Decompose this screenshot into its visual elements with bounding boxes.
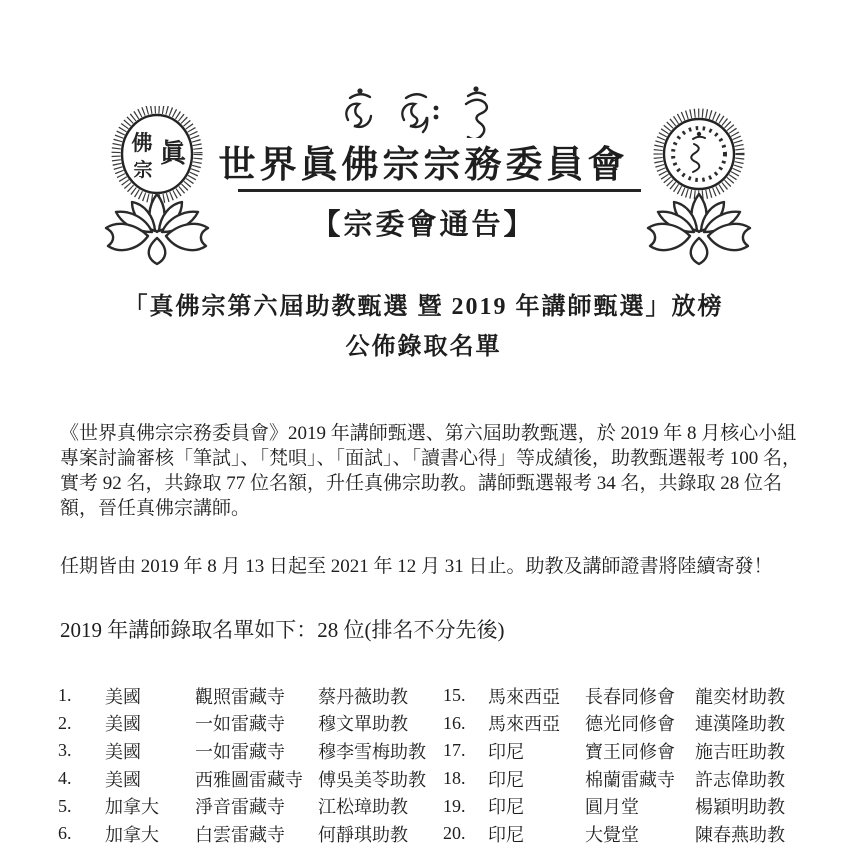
roster-row: [58, 820, 430, 847]
roster-no: 6.: [58, 823, 72, 844]
roster-temple: 一如雷藏寺: [195, 741, 285, 762]
roster-temple: 寶王同修會: [585, 741, 675, 762]
roster-row: [58, 765, 430, 793]
roster-name: 傅吳美苓助教: [318, 769, 426, 790]
roster-country: 馬來西亞: [488, 686, 560, 707]
org-name-heading: 世界眞佛宗宗務委員會: [218, 145, 629, 186]
roster-no: 5.: [58, 795, 72, 816]
roster-no: 1.: [58, 685, 72, 706]
roster-temple: 棉蘭雷藏寺: [585, 769, 675, 790]
roster-no: 19.: [443, 795, 466, 816]
roster-name: 穆李雪梅助教: [318, 741, 426, 762]
roster-temple: 西雅圖雷藏寺: [195, 769, 303, 790]
roster-row: [443, 682, 827, 710]
body-paragraph: [60, 421, 807, 521]
roster-name: 龍奕材助教: [695, 686, 785, 707]
roster-country: 馬來西亞: [488, 714, 560, 735]
roster-country: 美國: [105, 686, 141, 707]
seal-char-fo: 佛: [131, 131, 153, 155]
roster-country: 印尼: [488, 741, 524, 762]
announcement-title-line1: 「真佛宗第六屆助教甄選 暨 2019 年講師甄選」放榜: [123, 294, 724, 320]
roster-temple: 淨音雷藏寺: [195, 797, 285, 818]
roster-country: 加拿大: [105, 797, 159, 818]
roster-temple: 觀照雷藏寺: [195, 686, 285, 707]
roster-no: 3.: [58, 740, 72, 761]
paragraph-line: 專案討論審核「筆試」、「梵唄」、「面試」、「讀書心得」等成績後，助教甄選報考 100 名，: [60, 448, 802, 469]
roster-temple: 長春同修會: [585, 686, 675, 707]
paragraph-line: 《世界真佛宗宗務委員會》2019 年講師甄選、第六屆助教甄選，於 2019 年 8 月核心小組: [60, 423, 797, 444]
roster-row: [58, 710, 430, 738]
roster-no: 4.: [58, 768, 72, 789]
roster-no: 17.: [443, 740, 466, 761]
roster-name: 陳春燕助教: [695, 824, 785, 845]
roster-section-header: 2019 年講師錄取名單如下：28 位(排名不分先後): [60, 618, 505, 642]
roster-country: 加拿大: [105, 824, 159, 845]
roster-country: 印尼: [488, 797, 524, 818]
seal-char-zhen: 眞: [159, 139, 187, 168]
roster-name: 連漢隆助教: [695, 714, 785, 735]
roster-no: 15.: [443, 685, 466, 706]
announcement-title: [0, 291, 847, 364]
roster-row: [58, 792, 430, 820]
announcement-title-line2: 公佈錄取名單: [345, 334, 502, 360]
roster-no: 16.: [443, 712, 466, 733]
roster-name: 施吉旺助教: [695, 741, 785, 762]
roster-country: 印尼: [488, 824, 524, 845]
om-ah-hum-mantra-icon: [334, 84, 514, 138]
tibetan-mantra-seal-right-icon: [644, 106, 754, 266]
roster-temple: 圓月堂: [585, 797, 639, 818]
notice-tag-heading: 【宗委會通告】: [311, 209, 536, 241]
roster-name: 楊穎明助教: [695, 797, 785, 818]
roster-left-column: [58, 682, 430, 847]
roster-name: 何靜琪助教: [318, 824, 408, 845]
roster-row: [443, 792, 827, 820]
roster-row: [443, 710, 827, 738]
roster-country: 美國: [105, 741, 141, 762]
roster-temple: 大覺堂: [585, 824, 639, 845]
paragraph-line: 額，晉任真佛宗講師。: [60, 498, 251, 519]
roster-country: 美國: [105, 769, 141, 790]
roster-temple: 一如雷藏寺: [195, 714, 285, 735]
roster-temple: 白雲雷藏寺: [195, 824, 285, 845]
roster-row: [443, 820, 827, 847]
roster-name: 穆文單助教: [318, 714, 408, 735]
roster-no: 18.: [443, 768, 466, 789]
seal-char-zong: 宗: [133, 160, 153, 181]
true-buddha-seal-left-icon: [102, 106, 212, 266]
roster-name: 許志偉助教: [695, 769, 785, 790]
org-name-underline: [238, 189, 641, 192]
roster-no: 20.: [443, 823, 466, 844]
roster-right-column: [443, 682, 827, 847]
roster-name: 江松璋助教: [318, 797, 408, 818]
roster-no: 2.: [58, 712, 72, 733]
roster-row: [58, 737, 430, 765]
roster-row: [443, 737, 827, 765]
roster-country: 美國: [105, 714, 141, 735]
roster-temple: 德光同修會: [585, 714, 675, 735]
roster-name: 蔡丹薇助教: [318, 686, 408, 707]
paragraph-line: 實考 92 名，共錄取 77 位名額，升任真佛宗助教。講師甄選報考 34 名，共錄取 28 位名: [60, 473, 783, 494]
term-line: 任期皆由 2019 年 8 月 13 日起至 2021 年 12 月 31 日止。助教及講師證書將陸續寄發！: [60, 556, 773, 577]
roster-row: [443, 765, 827, 793]
roster-country: 印尼: [488, 769, 524, 790]
roster-row: [58, 682, 430, 710]
